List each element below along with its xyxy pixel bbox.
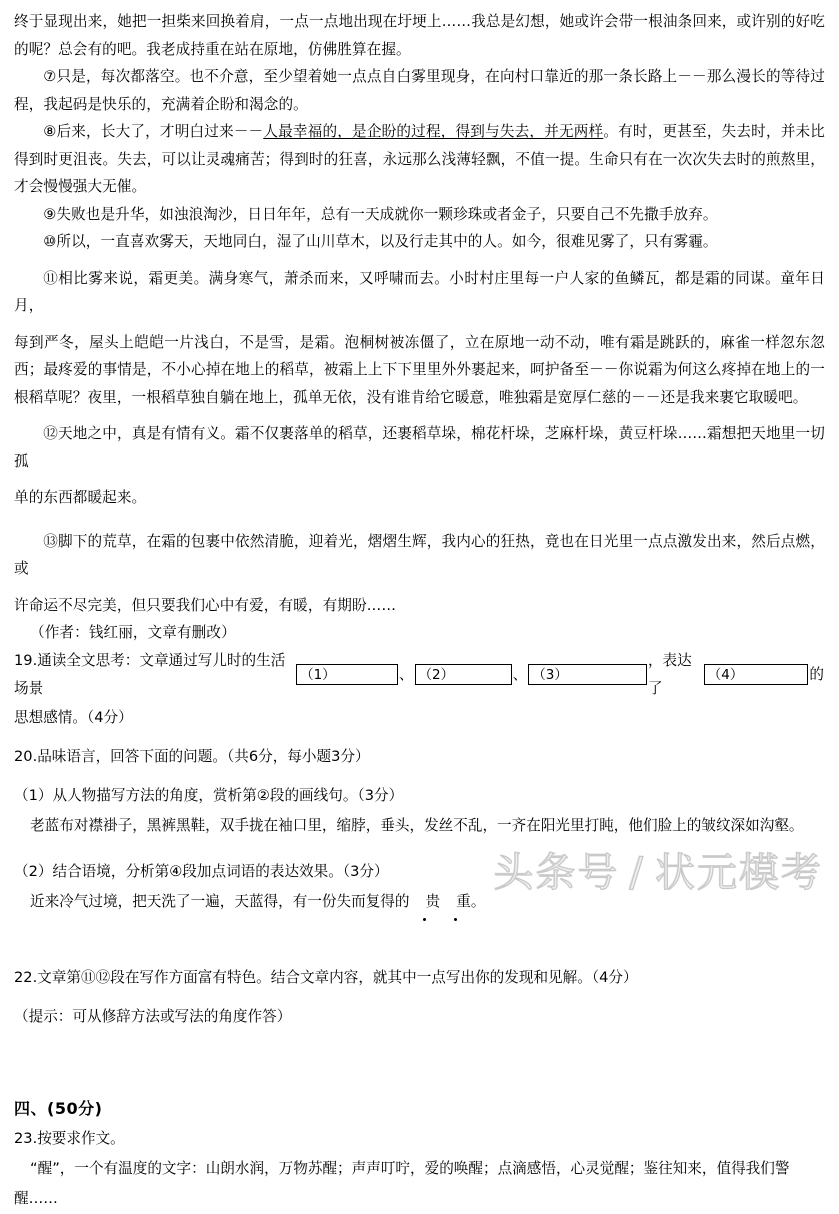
question-23-prompt: “醒”，一个有温度的文字：山朗水润，万物苏醒；声声叮咛，爱的唤醒；点滴感悟，心灵觉醒；鉴往知来，值得我们警醒…… xyxy=(14,1159,790,1207)
question-20-sub2-quote xyxy=(14,887,825,917)
question-22-stem xyxy=(14,963,825,993)
question-20-stem: 20.品味语言，回答下面的问题。（共6分，每小题3分） xyxy=(14,747,370,765)
question-20-sub1-prompt: （1）从人物描写方法的角度，赏析第②段的画线句。（3分） xyxy=(14,786,404,804)
separator-comma-2: 、 xyxy=(512,665,528,683)
paragraph-10: ⑩所以，一直喜欢雾天，天地同白，湿了山川草木，以及行走其中的人。如今，很难见雾了，只有雾霾。 xyxy=(43,233,718,250)
paragraph-gap xyxy=(14,411,825,420)
quote-text-before-emphasis: 近来冷气过境，把天洗了一遍，天蓝得，有一份失而复得的 xyxy=(30,892,410,910)
answer-box-19-1[interactable]: （1） xyxy=(296,664,398,685)
watermark-slash: / xyxy=(629,850,645,896)
paragraph-7: ⑦只是，每次都落空。也不介意，至少望着她一点点自白雾里现身，在向村口靠近的那一条长路上－－那么漫长的等待过程，我起码是快乐的，充满着企盼和渴念的。 xyxy=(14,68,825,113)
question-gap xyxy=(14,772,825,781)
answer-box-19-2[interactable]: （2） xyxy=(415,664,512,685)
emphasis-char-2: 重 xyxy=(440,887,471,917)
question-20-sub1-quote: 老蓝布对襟褂子，黑裤黑鞋，双手拢在袖口里，缩脖，垂头，发丝不乱，一齐在阳光里打盹，他们脸上的皱纹深如沟壑。 xyxy=(30,816,804,834)
question-gap xyxy=(14,733,825,742)
section-four-heading: 四、(50分) xyxy=(14,1098,103,1118)
paragraph-11-body: 每到严冬，屋头上皑皑一片浅白，不是雪，是霜。泡桐树被冻僵了，立在原地一动不动，唯有霜是跳跃的，麻雀一样忽东忽西；最疼爱的事情是，不小心掉在地上的稻草，被霜上上下下里里外外裹起来，呵护备至－－你说霜为何这么疼掉在地上的一根稻草呢？夜里，一根稻草独自躺在地上，孤单无依，没有谁肯给它暖意，唯独霜是宽厚仁慈的－－还是我来裹它取暖吧。 xyxy=(14,333,825,406)
paragraph-8-underlined-sentence: 人最幸福的，是企盼的过程，得到与失去，并无两样 xyxy=(263,123,604,140)
watermark-left-text: 头条号 xyxy=(493,850,620,896)
section-gap xyxy=(14,1032,825,1078)
paragraph-gap xyxy=(14,475,825,484)
watermark-right-text: 状元模考 xyxy=(655,850,823,896)
paragraph-12-head: ⑫天地之中，真是有情有义。霜不仅裹落单的稻草，还裹稻草垛，棉花杆垛，芝麻杆垛，黄豆杆垛……霜想把天地里一切孤 xyxy=(14,425,825,470)
question-22-suffix: 段在写作方面富有特色。结合文章内容，就其中一点写出你的发现和见解。（4分） xyxy=(110,968,638,986)
question-gap-large xyxy=(14,917,825,963)
paragraph-continued-6: 终于显现出来，她把一担柴来回换着肩，一点一点地出现在圩埂上……我总是幻想，她或许会带一根油条回来，或许别的好吃的呢？总会有的吧。我老成持重在站在原地，仿佛胜算在握。 xyxy=(14,13,825,58)
section-gap xyxy=(14,1078,825,1094)
question-23-stem: 23.按要求作文。 xyxy=(14,1129,125,1147)
separator-comma-1: 、 xyxy=(398,665,414,683)
question-19-row xyxy=(14,647,825,703)
paragraph-marker-12: ⑫ xyxy=(95,968,111,986)
author-attribution: （作者：钱红丽，文章有删改） xyxy=(30,624,236,641)
paragraph-marker-11: ⑪ xyxy=(81,968,96,986)
question-19-tail: 的 xyxy=(809,665,824,683)
question-20-sub2-prompt: （2）结合语境，分析第④段加点词语的表达效果。（3分） xyxy=(14,862,389,880)
question-gap xyxy=(14,993,825,1002)
paragraph-8-suffix: 。有时，更甚至，失去时，并未比得到时更沮丧。失去，可以让灵魂痛苦；得到时的狂喜，永远那么浅薄轻飘，不值一提。生命只有在一次次失去时的煎熬里，才会慢慢强大无催。 xyxy=(14,123,825,195)
question-19-mid-text: ，表达了 xyxy=(647,651,692,697)
paragraph-13-head: ⑬脚下的荒草，在霜的包裹中依然清脆，迎着光，熠熠生辉，我内心的狂热，竟也在日光里一点点激发出来，然后点燃，或 xyxy=(14,532,825,577)
question-22-prefix: 22.文章第 xyxy=(14,968,81,986)
question-19-line2: 思想感情。（4分） xyxy=(14,708,133,726)
question-19-stem: 19.通读全文思考：文章通过写儿时的生活场景 xyxy=(14,651,286,697)
question-gap xyxy=(14,841,825,857)
paragraph-8-prefix: ⑧后来，长大了，才明白过来－－ xyxy=(43,123,264,140)
paragraph-9: ⑨失败也是升华，如浊浪淘沙，日日年年，总有一天成就你一颗珍珠或者金子，只要自己不先撒手放弃。 xyxy=(43,205,718,223)
emphasis-char-1: 贵 xyxy=(410,887,441,917)
paragraph-13-body: 许命运不尽完美，但只要我们心中有爱，有暖，有期盼…… xyxy=(14,596,397,614)
quote-text-after-emphasis: 。 xyxy=(470,892,486,910)
paragraph-gap xyxy=(14,320,825,329)
question-22-hint: （提示：可从修辞方法或写法的角度作答） xyxy=(14,1007,292,1025)
answer-box-19-4[interactable]: （4） xyxy=(704,664,809,685)
paragraph-8 xyxy=(14,118,825,201)
answer-box-19-3[interactable]: （3） xyxy=(528,664,647,685)
paragraph-11-head: ⑪相比雾来说，霜更美。满身寒气，萧杀而来，又呼啸而去。小时村庄里每一户人家的鱼鳞瓦，都是霜的同谋。童年日月， xyxy=(14,269,825,314)
paragraph-gap xyxy=(14,583,825,592)
paragraph-gap xyxy=(14,256,825,265)
paragraph-gap xyxy=(14,512,825,528)
paragraph-12-body: 单的东西都暖起来。 xyxy=(14,489,147,506)
